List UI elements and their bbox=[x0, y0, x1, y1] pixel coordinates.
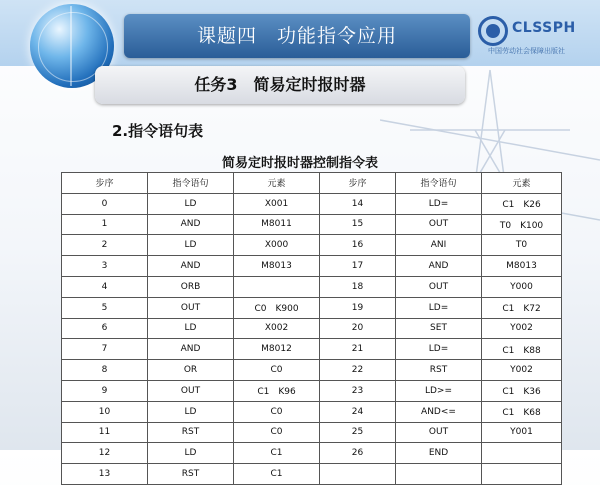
table-row bbox=[62, 214, 562, 235]
cell-instruction: OUT bbox=[396, 214, 482, 235]
cell-element: Y002 bbox=[482, 318, 562, 339]
cell-instruction: AND bbox=[148, 339, 234, 360]
cell-element: C1 K72 bbox=[482, 297, 562, 318]
cell-instruction: ORB bbox=[148, 276, 234, 297]
cell-instruction: ANI bbox=[396, 235, 482, 256]
table-row bbox=[62, 339, 562, 360]
cell-step: 25 bbox=[320, 422, 396, 443]
cell-element: X002 bbox=[234, 318, 320, 339]
cell-instruction: AND<= bbox=[396, 401, 482, 422]
cell-element: T0 K100 bbox=[482, 214, 562, 235]
column-header-element: 元素 bbox=[234, 173, 320, 194]
cell-instruction: LD bbox=[148, 443, 234, 464]
cell-step: 11 bbox=[62, 422, 148, 443]
table-row bbox=[62, 401, 562, 422]
table-row bbox=[62, 380, 562, 401]
cell-instruction: LD= bbox=[396, 297, 482, 318]
cell-instruction: LD= bbox=[396, 339, 482, 360]
cell-instruction: RST bbox=[148, 422, 234, 443]
cell-instruction bbox=[396, 464, 482, 485]
cell-step: 0 bbox=[62, 193, 148, 214]
cell-instruction: LD bbox=[148, 235, 234, 256]
column-header-element: 元素 bbox=[482, 173, 562, 194]
cell-step: 8 bbox=[62, 360, 148, 381]
table-row bbox=[62, 360, 562, 381]
cell-element: X000 bbox=[234, 235, 320, 256]
cell-step: 3 bbox=[62, 256, 148, 277]
cell-instruction: LD bbox=[148, 401, 234, 422]
table-header-row bbox=[62, 173, 562, 194]
cell-element: M8013 bbox=[234, 256, 320, 277]
logo-text: CLSSPH bbox=[512, 20, 576, 36]
cell-element: M8012 bbox=[234, 339, 320, 360]
cell-step: 18 bbox=[320, 276, 396, 297]
cell-step: 5 bbox=[62, 297, 148, 318]
cell-step: 17 bbox=[320, 256, 396, 277]
cell-element: C1 bbox=[234, 443, 320, 464]
cell-instruction: AND bbox=[396, 256, 482, 277]
cell-element: C1 K96 bbox=[234, 380, 320, 401]
cell-instruction: AND bbox=[148, 256, 234, 277]
cell-instruction: RST bbox=[148, 464, 234, 485]
table-row bbox=[62, 193, 562, 214]
cell-step: 7 bbox=[62, 339, 148, 360]
task-title: 任务3 简易定时报时器 bbox=[95, 66, 465, 104]
cell-element: M8013 bbox=[482, 256, 562, 277]
cell-instruction: OUT bbox=[396, 422, 482, 443]
table-row bbox=[62, 422, 562, 443]
publisher-logo bbox=[478, 12, 596, 58]
cell-element: C0 bbox=[234, 422, 320, 443]
cell-element: Y002 bbox=[482, 360, 562, 381]
cell-instruction: LD= bbox=[396, 193, 482, 214]
cell-instruction: OUT bbox=[148, 297, 234, 318]
chapter-title: 课题四 功能指令应用 bbox=[124, 14, 470, 58]
cell-step: 6 bbox=[62, 318, 148, 339]
cell-instruction: LD bbox=[148, 318, 234, 339]
cell-step: 1 bbox=[62, 214, 148, 235]
logo-subtitle: 中国劳动社会保障出版社 bbox=[488, 47, 565, 55]
cell-element: C1 K88 bbox=[482, 339, 562, 360]
table-row bbox=[62, 464, 562, 485]
cell-instruction: LD bbox=[148, 193, 234, 214]
cell-element: C1 K26 bbox=[482, 193, 562, 214]
cell-step: 13 bbox=[62, 464, 148, 485]
cell-step: 20 bbox=[320, 318, 396, 339]
cell-step: 23 bbox=[320, 380, 396, 401]
cell-instruction: LD>= bbox=[396, 380, 482, 401]
cell-step: 4 bbox=[62, 276, 148, 297]
table-row bbox=[62, 256, 562, 277]
cell-step: 16 bbox=[320, 235, 396, 256]
column-header-instruction: 指令语句 bbox=[396, 173, 482, 194]
cell-step: 14 bbox=[320, 193, 396, 214]
cell-step: 26 bbox=[320, 443, 396, 464]
logo-mark-icon bbox=[478, 16, 508, 46]
cell-step: 10 bbox=[62, 401, 148, 422]
instruction-table bbox=[61, 172, 562, 485]
cell-element: Y000 bbox=[482, 276, 562, 297]
cell-element: C1 K68 bbox=[482, 401, 562, 422]
cell-instruction: END bbox=[396, 443, 482, 464]
section-heading: 2.指令语句表 bbox=[112, 122, 204, 140]
cell-step: 21 bbox=[320, 339, 396, 360]
cell-element: T0 bbox=[482, 235, 562, 256]
cell-element bbox=[482, 443, 562, 464]
cell-element: Y001 bbox=[482, 422, 562, 443]
cell-element: X001 bbox=[234, 193, 320, 214]
cell-element: C0 bbox=[234, 360, 320, 381]
cell-element bbox=[234, 276, 320, 297]
column-header-step: 步序 bbox=[62, 173, 148, 194]
cell-element bbox=[482, 464, 562, 485]
cell-instruction: OUT bbox=[396, 276, 482, 297]
column-header-step: 步序 bbox=[320, 173, 396, 194]
cell-instruction: OR bbox=[148, 360, 234, 381]
table-row bbox=[62, 318, 562, 339]
cell-element: M8011 bbox=[234, 214, 320, 235]
table-row bbox=[62, 443, 562, 464]
cell-element: C0 bbox=[234, 401, 320, 422]
cell-instruction: OUT bbox=[148, 380, 234, 401]
header-banner bbox=[0, 0, 600, 66]
table-row bbox=[62, 297, 562, 318]
column-header-instruction: 指令语句 bbox=[148, 173, 234, 194]
table-title: 简易定时报时器控制指令表 bbox=[221, 156, 378, 171]
table-body bbox=[62, 193, 562, 484]
cell-step: 2 bbox=[62, 235, 148, 256]
cell-step: 22 bbox=[320, 360, 396, 381]
cell-step: 24 bbox=[320, 401, 396, 422]
cell-step: 9 bbox=[62, 380, 148, 401]
table-row bbox=[62, 276, 562, 297]
cell-step: 19 bbox=[320, 297, 396, 318]
cell-step: 12 bbox=[62, 443, 148, 464]
cell-element: C1 bbox=[234, 464, 320, 485]
cell-element: C0 K900 bbox=[234, 297, 320, 318]
cell-instruction: AND bbox=[148, 214, 234, 235]
cell-element: C1 K36 bbox=[482, 380, 562, 401]
cell-step bbox=[320, 464, 396, 485]
cell-instruction: RST bbox=[396, 360, 482, 381]
table-row bbox=[62, 235, 562, 256]
cell-step: 15 bbox=[320, 214, 396, 235]
cell-instruction: SET bbox=[396, 318, 482, 339]
